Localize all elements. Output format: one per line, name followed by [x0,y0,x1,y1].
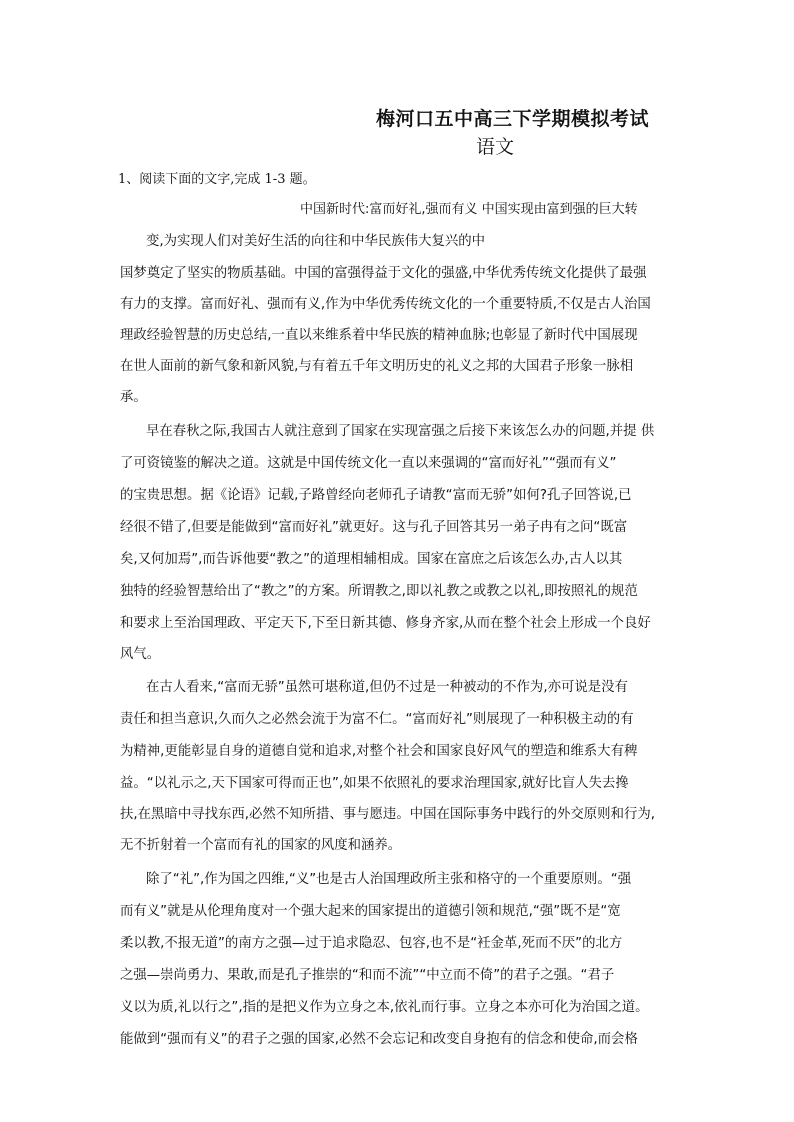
body-line: 能做到“强而有义”的君子之强的国家,必然不会忘记和改变自身抱有的信念和使命,而会格 [120,1032,638,1047]
body-line: 的宝贵思想。据《论语》记载,子路曾经向老师孔子请教“富而无骄”如何?孔子回答说,已 [120,488,632,503]
body-line: 国梦奠定了坚实的物质基础。中国的富强得益于文化的强盛,中华优秀传统文化提供了最强 [120,266,647,281]
body-line: 为精神,更能彰显自身的道德自觉和追求,对整个社会和国家良好风气的塑造和维系大有稗 [120,744,638,759]
body-line: 扶,在黑暗中寻找东西,必然不知所措、事与愿违。中国在国际事务中践行的外交原则和行为, [120,807,656,822]
body-line: 风气。 [120,647,161,662]
body-line: 和要求上至治国理政、平定天下,下至日新其德、修身齐家,从而在整个社会上形成一个良好 [120,616,651,631]
body-line: 无不折射着一个富而有礼的国家的风度和涵养。 [120,838,402,853]
article-title: 中国新时代:富而好礼,强而有义 中国实现由富到强的巨大转 [300,202,638,217]
body-line: 变,为实现人们对美好生活的向往和中华民族伟大复兴的中 [146,234,486,249]
body-line: 在世人面前的新气象和新风貌,与有着五千年文明历史的礼义之邦的大国君子形象一脉相 [120,359,634,374]
body-line: 承。 [120,390,147,405]
body-line: 有力的支撑。富而好礼、强而有义,作为中华优秀传统文化的一个重要特质,不仅是古人治国 [120,297,651,312]
body-line: 独特的经验智慧给出了“教之”的方案。所谓教之,即以礼教之或教之以礼,即按照礼的规范 [120,584,638,599]
body-line: 理政经验智慧的历史总结,一直以来维系着中华民族的精神血脉;也彰显了新时代中国展现 [120,328,638,343]
body-line: 责任和担当意识,久而久之必然会流于为富不仁。“富而好礼”则展现了一种积极主动的有 [120,712,634,727]
body-line: 益。“以礼示之,天下国家可得而正也”,如果不依照礼的要求治理国家,就好比盲人失去搀 [120,776,629,791]
exam-subject: 语文 [476,136,515,158]
body-line: 柔以教,不报无道”的南方之强—过于追求隐忍、包容,也不是“衽金革,死而不厌”的北方 [120,936,623,951]
body-line: 之强—崇尚勇力、果敢,而是孔子推崇的“和而不流”“中立而不倚”的君子之强。“君子 [120,968,615,983]
body-line: 在古人看来,“富而无骄”虽然可堪称道,但仍不过是一种被动的不作为,亦可说是没有 [146,680,628,695]
exam-title: 梅河口五中高三下学期模拟考试 [376,108,650,130]
body-line: 早在春秋之际,我国古人就注意到了国家在实现富强之后接下来该怎么办的问题,并提 供 [146,424,655,439]
body-line: 了可资镜鉴的解决之道。这就是中国传统文化一直以来强调的“富而好礼”“强而有义” [120,456,617,471]
body-line: 义以为质,礼以行之”,指的是把义作为立身之本,依礼而行事。立身之本亦可化为治国之道。 [120,1000,649,1015]
body-line: 矣,又何加焉”,而告诉他要“教之”的道理相辅相成。国家在富庶之后该怎么办,古人以其 [120,552,623,567]
question-instruction: 1、阅读下面的文字,完成 1-3 题。 [118,172,316,187]
body-line: 除了“礼”,作为国之四维,“义”也是古人治国理政所主张和格守的一个重要原则。“强 [146,872,632,887]
body-line: 经很不错了,但要是能做到“富而好礼”就更好。这与孔子回答其另一弟子冉有之问“既富 [120,520,628,535]
body-line: 而有义”就是从伦理角度对一个强大起来的国家提出的道德引领和规范,“强”既不是“宽 [120,904,621,919]
